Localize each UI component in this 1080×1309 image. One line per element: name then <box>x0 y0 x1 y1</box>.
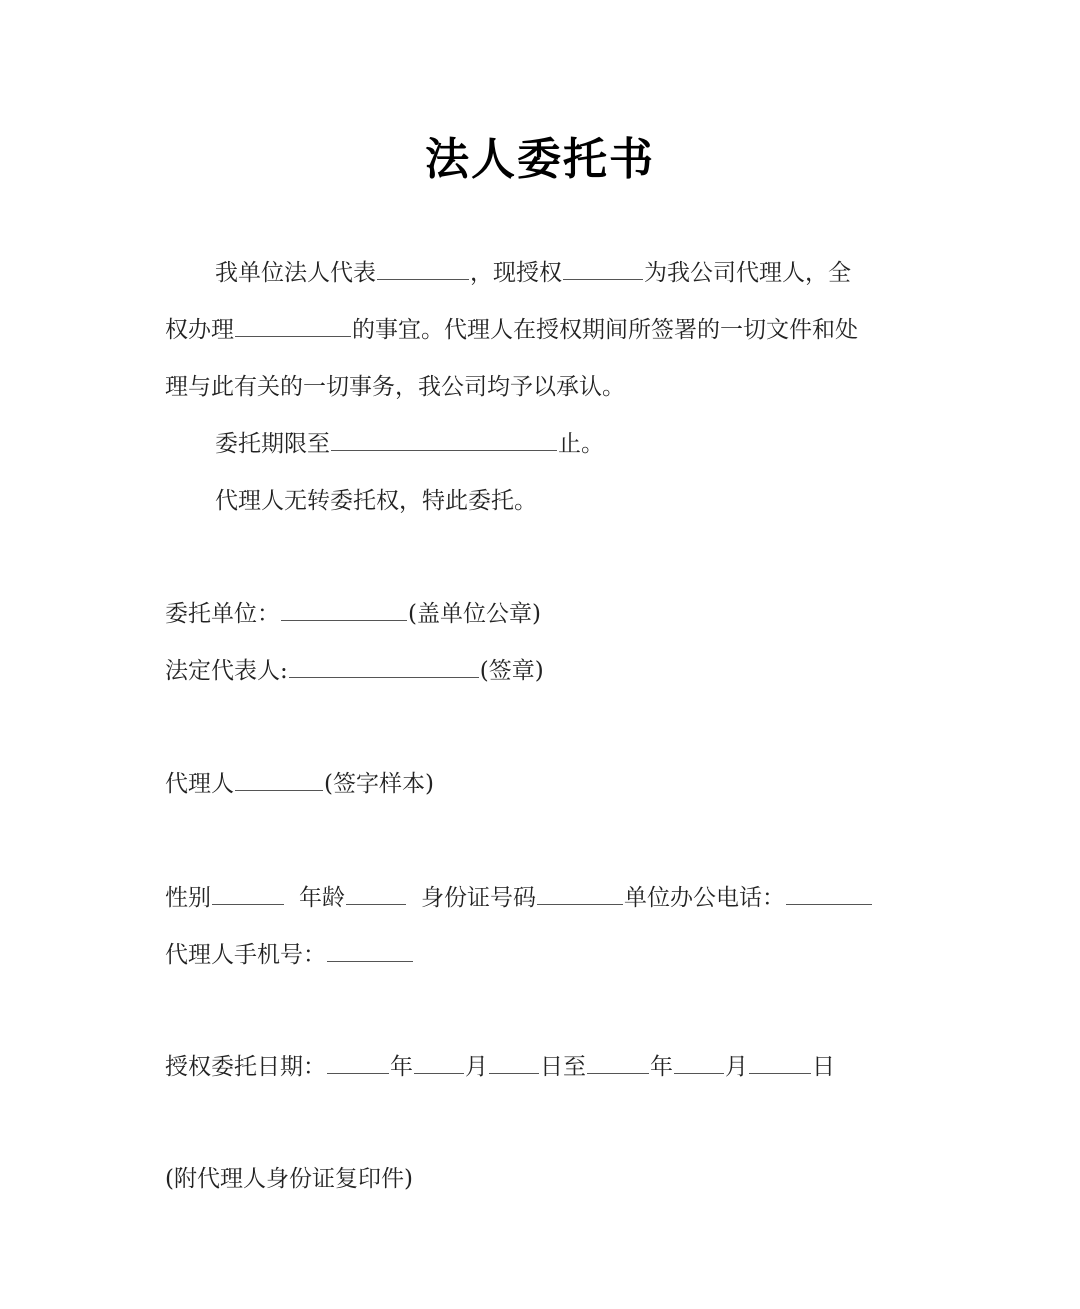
document-title: 法人委托书 <box>425 134 655 185</box>
agent-info-line <box>165 882 873 914</box>
legal-rep-line <box>165 655 544 687</box>
end-month-blank[interactable] <box>674 1051 724 1074</box>
mobile-blank[interactable] <box>327 939 413 962</box>
id-number-blank[interactable] <box>537 882 623 905</box>
label: 代理人 <box>165 771 234 797</box>
term-end-blank[interactable] <box>331 428 557 451</box>
text: 止。 <box>558 431 604 457</box>
mobile-label: 代理人手机号： <box>165 942 326 968</box>
text: ，现授权 <box>470 260 562 286</box>
office-phone-label: 单位办公电话： <box>624 885 785 911</box>
paragraph-2 <box>215 428 604 460</box>
text: 的事宜。代理人在授权期间所签署的一切文件和处 <box>352 317 858 343</box>
text: 委托期限至 <box>215 431 330 457</box>
note: (盖单位公章) <box>408 601 541 627</box>
text: 权办理 <box>165 317 234 343</box>
year-label: 年 <box>390 1054 413 1080</box>
paragraph-1-line-1 <box>215 257 851 289</box>
day-label: 日 <box>812 1054 835 1080</box>
agent-mobile-line <box>165 939 414 971</box>
date-label: 授权委托日期： <box>165 1054 326 1080</box>
end-day-blank[interactable] <box>749 1051 811 1074</box>
authorized-agent-blank[interactable] <box>563 257 643 280</box>
note: (签章) <box>479 658 544 684</box>
legal-rep-blank[interactable] <box>377 257 469 280</box>
label: 法定代表人: <box>165 658 288 684</box>
text: 为我公司代理人，全 <box>644 260 851 286</box>
legal-rep-signature-blank[interactable] <box>289 655 479 678</box>
text: 我单位法人代表 <box>215 260 376 286</box>
age-label: 年龄 <box>299 885 345 911</box>
matter-blank[interactable] <box>235 314 351 337</box>
month-label: 月 <box>465 1054 488 1080</box>
label: 委托单位： <box>165 601 280 627</box>
office-phone-blank[interactable] <box>786 882 872 905</box>
gender-label: 性别 <box>165 885 211 911</box>
authorization-date-line <box>165 1051 835 1083</box>
year-label: 年 <box>650 1054 673 1080</box>
attachment-note: (附代理人身份证复印件) <box>165 1166 413 1192</box>
paragraph-1-line-3: 理与此有关的一切事务，我公司均予以承认。 <box>165 374 625 400</box>
agent-signature-blank[interactable] <box>235 768 323 791</box>
id-label: 身份证号码 <box>421 885 536 911</box>
note: (签字样本) <box>324 771 434 797</box>
gender-blank[interactable] <box>212 882 284 905</box>
agent-line <box>165 768 434 800</box>
paragraph-3: 代理人无转委托权，特此委托。 <box>215 488 537 514</box>
end-year-blank[interactable] <box>587 1051 649 1074</box>
start-day-blank[interactable] <box>489 1051 539 1074</box>
month-label: 月 <box>725 1054 748 1080</box>
age-blank[interactable] <box>346 882 406 905</box>
entrusting-unit-line <box>165 598 541 630</box>
start-month-blank[interactable] <box>414 1051 464 1074</box>
day-to-label: 日至 <box>540 1054 586 1080</box>
paragraph-1-line-2 <box>165 314 858 346</box>
entrusting-unit-blank[interactable] <box>281 598 407 621</box>
start-year-blank[interactable] <box>327 1051 389 1074</box>
